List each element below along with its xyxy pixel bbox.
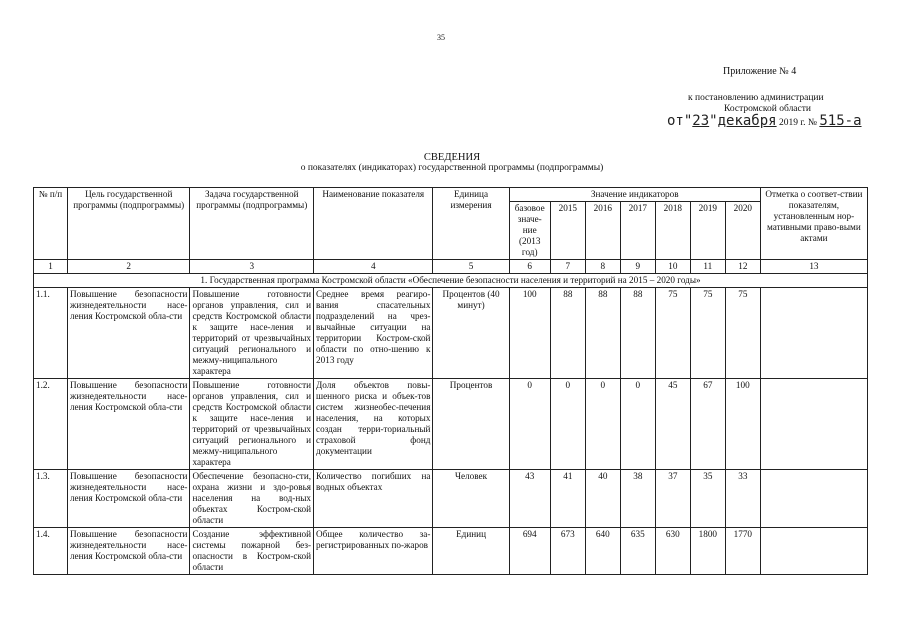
table-row [34, 288, 868, 379]
decree-month: декабря [717, 113, 777, 129]
page-number: 35 [437, 33, 445, 42]
header-note: Отметка о соответ-ствии показателям, установленным нор-мативными право-выми актами [760, 188, 867, 260]
row-unit: Человек [433, 470, 509, 528]
column-number: 7 [550, 260, 585, 274]
row-indicator-name: Количество погибших на водных объектах [314, 470, 433, 528]
row-value: 75 [655, 288, 690, 379]
header-year: 2016 [585, 202, 620, 260]
row-note [760, 528, 867, 575]
row-note [760, 288, 867, 379]
row-indicator-name: Общее количество за-регистрированных по-жаров [314, 528, 433, 575]
decree-day: 23 [692, 113, 710, 129]
row-value: 694 [509, 528, 550, 575]
decree-from-prefix: от" [667, 113, 693, 129]
header-base: базовое значе-ние (2013 год) [509, 202, 550, 260]
row-unit: Процентов [433, 379, 509, 470]
row-value: 41 [550, 470, 585, 528]
row-number: 1.3. [34, 470, 68, 528]
row-goal: Повышение безопасности жизнедеятельности насе-ления Костромской обла-сти [67, 528, 190, 575]
column-number: 10 [655, 260, 690, 274]
column-number: 1 [34, 260, 68, 274]
column-number: 2 [67, 260, 190, 274]
row-value: 38 [620, 470, 655, 528]
row-value: 35 [690, 470, 725, 528]
row-value: 0 [620, 379, 655, 470]
column-number: 6 [509, 260, 550, 274]
row-value: 33 [725, 470, 760, 528]
header-year: 2015 [550, 202, 585, 260]
row-value: 1770 [725, 528, 760, 575]
row-note [760, 379, 867, 470]
decree-date-line [667, 113, 862, 129]
decree-line-1: к постановлению администрации [688, 93, 824, 103]
header-year: 2018 [655, 202, 690, 260]
row-value: 673 [550, 528, 585, 575]
header-indicator-name: Наименование показателя [314, 188, 433, 260]
decree-line-2: Костромской области [724, 104, 811, 114]
header-task: Задача государственной программы (подпрограммы) [190, 188, 314, 260]
indicators-table [33, 187, 868, 575]
column-number: 12 [725, 260, 760, 274]
row-value: 0 [585, 379, 620, 470]
row-value: 630 [655, 528, 690, 575]
table-row [34, 528, 868, 575]
header-year: 2020 [725, 202, 760, 260]
row-value: 67 [690, 379, 725, 470]
row-task: Обеспечение безопасно-сти, охрана жизни и здо-ровья населения на вод-ных объектах Костром-ской области [190, 470, 314, 528]
row-value: 75 [725, 288, 760, 379]
header-num: № п/п [34, 188, 68, 260]
row-value: 100 [725, 379, 760, 470]
row-value: 0 [550, 379, 585, 470]
decree-number: 515-а [819, 113, 862, 129]
column-number: 5 [433, 260, 509, 274]
row-value: 88 [620, 288, 655, 379]
decree-year: 2019 г. № [778, 118, 817, 128]
row-value: 640 [585, 528, 620, 575]
row-value: 635 [620, 528, 655, 575]
row-value: 43 [509, 470, 550, 528]
column-number: 13 [760, 260, 867, 274]
row-task: Повышение готовности органов управления, сил и средств Костромской области к защите насе-ления и территорий от чрезвычайных ситуаций регионального и межму-ниципального характера [190, 288, 314, 379]
row-unit: Единиц [433, 528, 509, 575]
row-goal: Повышение безопасности жизнедеятельности насе-ления Костромской обла-сти [67, 470, 190, 528]
row-indicator-name: Среднее время реагиро-вания спасательных подразделений на чрез-вычайные ситуации на территории Костром-ской области по отно-шению к 2013 году [314, 288, 433, 379]
decree-quote: " [709, 113, 718, 129]
row-number: 1.4. [34, 528, 68, 575]
header-goal: Цель государственной программы (подпрограммы) [67, 188, 190, 260]
row-value: 75 [690, 288, 725, 379]
row-value: 37 [655, 470, 690, 528]
row-value: 40 [585, 470, 620, 528]
row-note [760, 470, 867, 528]
row-task: Повышение готовности органов управления, сил и средств Костромской области к защите насе-ления и территорий от чрезвычайных ситуаций регионального и межму-ниципального характера [190, 379, 314, 470]
appendix-label: Приложение № 4 [723, 66, 797, 77]
table-row [34, 470, 868, 528]
row-goal: Повышение безопасности жизнедеятельности насе-ления Костромской обла-сти [67, 288, 190, 379]
row-value: 0 [509, 379, 550, 470]
table-row [34, 379, 868, 470]
row-value: 100 [509, 288, 550, 379]
column-number: 8 [585, 260, 620, 274]
header-values-group: Значение индикаторов [509, 188, 760, 202]
header-year: 2019 [690, 202, 725, 260]
row-value: 1800 [690, 528, 725, 575]
row-unit: Процентов (40 минут) [433, 288, 509, 379]
column-number: 3 [190, 260, 314, 274]
row-goal: Повышение безопасности жизнедеятельности насе-ления Костромской обла-сти [67, 379, 190, 470]
row-number: 1.2. [34, 379, 68, 470]
row-task: Создание эффективной системы пожарной без-опасности в Костром-ской области [190, 528, 314, 575]
header-unit: Единица измерения [433, 188, 509, 260]
row-value: 45 [655, 379, 690, 470]
column-number-row [34, 260, 868, 274]
row-indicator-name: Доля объектов повы-шенного риска и объек-тов систем жизнеобес-печения населения, на которых создан терри-ториальный страховой фонд документации [314, 379, 433, 470]
row-number: 1.1. [34, 288, 68, 379]
document-title: СВЕДЕНИЯ [423, 152, 481, 163]
column-number: 9 [620, 260, 655, 274]
column-number: 4 [314, 260, 433, 274]
row-value: 88 [550, 288, 585, 379]
section-title: 1. Государственная программа Костромской области «Обеспечение безопасности населения и территорий на 2015 – 2020 годы» [34, 274, 868, 288]
row-value: 88 [585, 288, 620, 379]
column-number: 11 [690, 260, 725, 274]
document-subtitle: о показателях (индикаторах) государственной программы (подпрограммы) [300, 163, 604, 173]
header-year: 2017 [620, 202, 655, 260]
